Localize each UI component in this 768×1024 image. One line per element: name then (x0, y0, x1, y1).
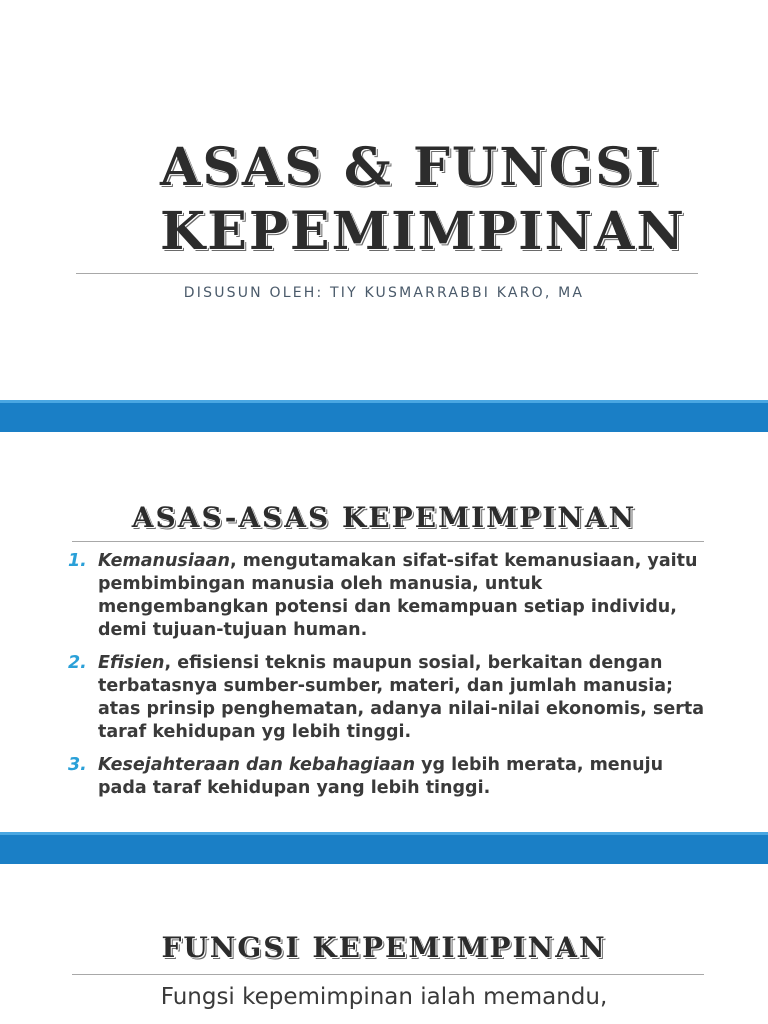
slide-separator (0, 832, 768, 864)
principles-list (68, 550, 708, 810)
section-title: ASAS-ASAS KEPEMIMPINAN (131, 501, 637, 534)
body-text: Fungsi kepemimpinan ialah memandu, (160, 984, 608, 1010)
main-title (80, 136, 688, 264)
main-title-line2: KEPEMIMPINAN (160, 201, 686, 262)
slide-separator (0, 400, 768, 432)
section-title: FUNGSI KEPEMIMPINAN (161, 931, 607, 964)
title-slide (0, 0, 768, 400)
list-item (68, 754, 708, 800)
section-divider (72, 974, 704, 975)
list-text: , efisiensi teknis maupun sosial, berkaitan dengan terbatasnya sumber-sumber, materi, dan jumlah manusia; atas prinsip penghematan, adanya nilai-nilai ekonomis, serta taraf kehidupan yg lebih tinggi. (98, 653, 705, 742)
list-term: Kesejahteraan dan kebahagiaan (98, 755, 416, 775)
list-item (68, 550, 708, 642)
fungsi-slide (0, 864, 768, 1024)
list-number: 3. (68, 755, 87, 775)
list-text: yg lebih merata, menuju pada taraf kehidupan yang lebih tinggi. (98, 755, 664, 798)
list-term: Efisien (98, 653, 165, 673)
author-subtitle: DISUSUN OLEH: TIY KUSMARRABBI KARO, MA (183, 285, 585, 301)
list-text: , mengutamakan sifat-sifat kemanusiaan, yaitu pembimbingan manusia oleh manusia, untuk mengembangkan potensi dan kemampuan setiap individu, demi tujuan-tujuan human. (98, 551, 698, 640)
list-number: 1. (68, 551, 87, 571)
list-item (68, 652, 708, 744)
asas-slide (0, 432, 768, 832)
title-divider (76, 273, 698, 274)
list-term: Kemanusiaan (98, 551, 230, 571)
list-number: 2. (68, 653, 87, 673)
section-divider (72, 541, 704, 542)
main-title-line1: ASAS & FUNGSI (160, 137, 662, 198)
